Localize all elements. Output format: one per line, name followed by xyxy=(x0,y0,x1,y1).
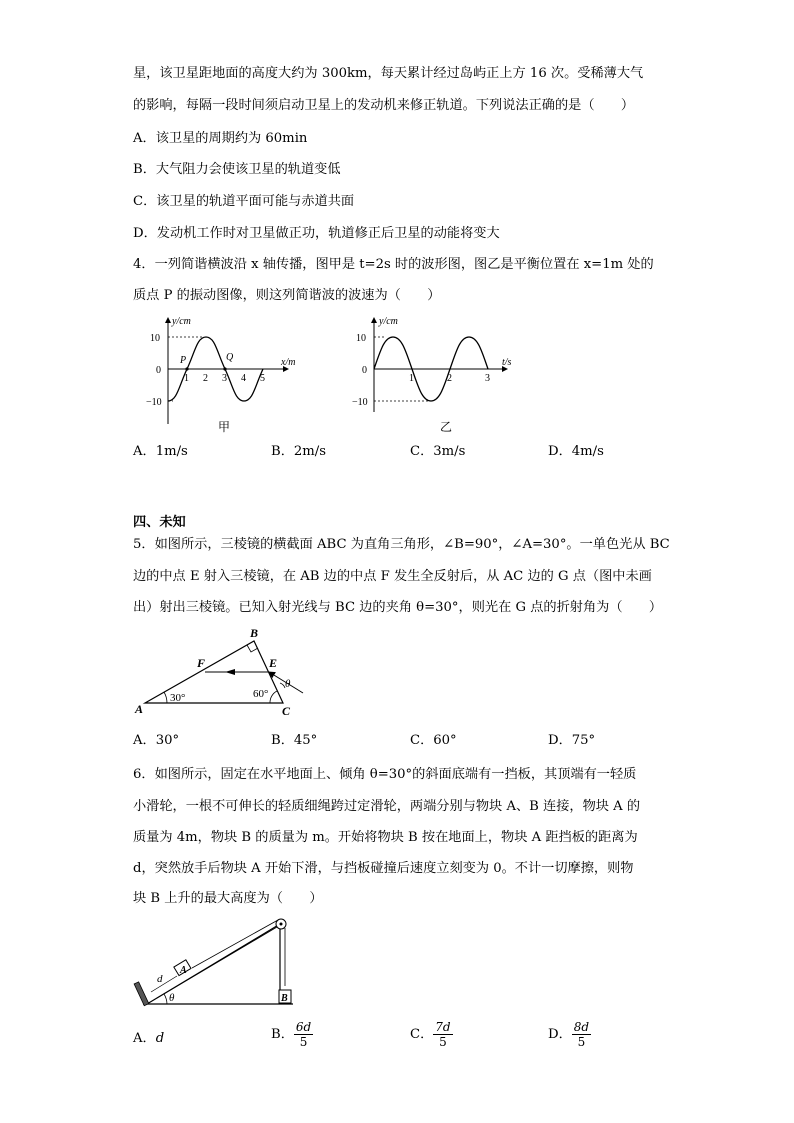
q6-option-c-den: 5 xyxy=(439,1035,447,1049)
vibration-graph-yi xyxy=(352,312,532,437)
q3-option-d: D．发动机工作时对卫星做正功，轨道修正后卫星的动能将变大 xyxy=(133,226,500,241)
q4-option-a: A．1m/s xyxy=(133,444,188,459)
q3-line-2: 的影响，每隔一段时间须启动卫星上的发动机来修正轨道。下列说法正确的是（ ） xyxy=(133,98,635,113)
jia-label-q: Q xyxy=(226,352,234,363)
q6-option-b xyxy=(271,1020,313,1049)
theta-label: θ xyxy=(285,678,291,690)
q4-line-2: 质点 P 的振动图像，则这列简谐波的波速为（ ） xyxy=(133,288,441,303)
jia-tick-x-5: 5 xyxy=(260,373,265,384)
wave-graph-jia xyxy=(138,312,318,437)
q6-option-b-den: 5 xyxy=(299,1035,308,1049)
q4-line-1: 4．一列简谐横波沿 x 轴传播，图甲是 t=2s 时的波形图，图乙是平衡位置在 x=1m 处的 xyxy=(133,257,654,272)
baffle xyxy=(134,982,149,1006)
distance-d xyxy=(151,976,177,992)
prism-figure xyxy=(133,625,313,725)
jia-tick-x-3: 3 xyxy=(222,373,227,384)
q6-option-c-label: C． xyxy=(410,1027,434,1042)
yi-tick-x-2: 2 xyxy=(447,373,452,384)
q3-line-1: 星，该卫星距地面的高度大约为 300km，每天累计经过岛屿正上方 16 次。受稀薄大气 xyxy=(133,66,644,81)
label-f: F xyxy=(197,656,206,670)
point-q xyxy=(223,367,226,370)
q6-option-c-fraction xyxy=(433,1020,452,1049)
q6-option-d-den: 5 xyxy=(577,1035,586,1049)
q3-option-b: B．大气阻力会使该卫星的轨道变低 xyxy=(133,162,341,177)
label-c: C xyxy=(282,704,291,718)
section-title: 四、未知 xyxy=(133,515,186,530)
q5-option-c: C．60° xyxy=(410,733,457,748)
q5-option-d: D．75° xyxy=(548,733,596,748)
q4-option-d: D．4m/s xyxy=(548,444,604,459)
q5-line-1: 5．如图所示，三棱镜的横截面 ABC 为直角三角形，∠B=90°，∠A=30°。一单色光从 BC xyxy=(133,537,670,552)
label-d: d xyxy=(157,973,163,985)
q6-option-d xyxy=(548,1020,591,1049)
jia-tick-y-0: 0 xyxy=(156,365,161,376)
q6-option-d-num: 8d xyxy=(573,1020,590,1034)
label-a: A xyxy=(180,965,187,976)
yi-caption: 乙 xyxy=(440,420,453,434)
yi-xlabel: t/s xyxy=(502,357,512,368)
yi-ylabel: y/cm xyxy=(379,316,398,327)
q6-option-b-num: 6d xyxy=(295,1020,312,1034)
label-theta: θ xyxy=(169,992,175,1004)
label-e: E xyxy=(269,656,278,670)
jia-tick-x-1: 1 xyxy=(184,373,189,384)
q5-option-a: A．30° xyxy=(133,733,180,748)
yi-tick-x-1: 1 xyxy=(409,373,414,384)
q4-option-b: B．2m/s xyxy=(271,444,326,459)
q6-option-d-label: D． xyxy=(548,1027,572,1042)
label-b: B xyxy=(281,993,288,1004)
jia-tick-x-2: 2 xyxy=(203,373,208,384)
q4-option-c: C．3m/s xyxy=(410,444,466,459)
q6-option-b-label: B． xyxy=(271,1027,294,1042)
label-b: B xyxy=(250,626,259,640)
rope-incline xyxy=(192,920,278,968)
q6-line-1: 6．如图所示，固定在水平地面上、倾角 θ=30°的斜面底端有一挡板，其顶端有一轻质 xyxy=(133,767,637,782)
q6-option-a xyxy=(133,1030,164,1048)
jia-ylabel: y/cm xyxy=(172,316,191,327)
q5-option-b: B．45° xyxy=(271,733,318,748)
incline-figure xyxy=(133,910,303,1010)
jia-xlabel: x/m xyxy=(281,357,296,368)
q6-line-3: 质量为 4m，物块 B 的质量为 m。开始将物块 B 按在地面上，物块 A 距挡板的距离为 xyxy=(133,830,638,845)
point-p xyxy=(185,367,188,370)
q6-option-d-fraction xyxy=(572,1020,591,1049)
q3-option-a: A．该卫星的周期约为 60min xyxy=(133,131,308,146)
q3-option-c: C．该卫星的轨道平面可能与赤道共面 xyxy=(133,194,355,209)
q5-line-3: 出）射出三棱镜。已知入射光线与 BC 边的夹角 θ=30°，则光在 G 点的折射角为（ ） xyxy=(133,600,663,615)
jia-label-p: P xyxy=(180,355,187,366)
label-a: A xyxy=(135,702,144,716)
q6-line-5: 块 B 上升的最大高度为（ ） xyxy=(133,891,323,906)
q6-line-2: 小滑轮，一根不可伸长的轻质细绳跨过定滑轮，两端分别与物块 A、B 连接，物块 A 的 xyxy=(133,799,641,814)
q6-option-c-num: 7d xyxy=(435,1020,451,1034)
yi-tick-y-10: 10 xyxy=(356,333,366,344)
q5-line-2: 边的中点 E 射入三棱镜，在 AB 边的中点 F 发生全反射后，从 AC 边的 G 点（图中未画 xyxy=(133,569,652,584)
q6-option-a-value: d xyxy=(155,1031,165,1046)
yi-tick-y-neg10: −10 xyxy=(352,397,368,408)
yi-tick-y-0: 0 xyxy=(362,365,367,376)
angle-a-label: 30° xyxy=(170,692,186,704)
jia-caption: 甲 xyxy=(218,420,231,434)
q6-option-b-fraction xyxy=(294,1020,313,1049)
jia-tick-x-4: 4 xyxy=(241,373,246,384)
q6-option-a-label: A． xyxy=(133,1031,156,1046)
yi-tick-x-3: 3 xyxy=(485,373,490,384)
jia-tick-y-10: 10 xyxy=(150,333,160,344)
angle-c-label: 60° xyxy=(253,688,269,700)
q6-line-4: d，突然放手后物块 A 开始下滑，与挡板碰撞后速度立刻变为 0。不计一切摩擦，则物 xyxy=(133,861,634,876)
jia-tick-y-neg10: −10 xyxy=(146,397,162,408)
q6-option-c xyxy=(410,1020,453,1049)
